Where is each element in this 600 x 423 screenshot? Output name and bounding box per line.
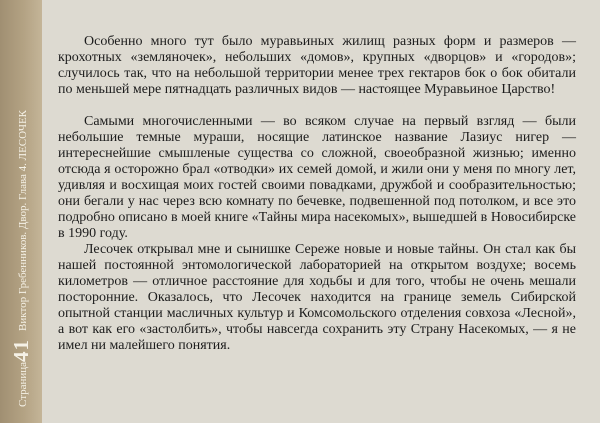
paragraph-1: Особенно много тут было муравьиных жилищ разных форм и размеров — крохотных «земляночек», небольших «домов», крупных «дворцов» и «городов»; случилось так, что на небольшой территории менее трех гектаров бок о бок обитали по меньшей мере пятнадцать различных видов — настоящее Муравьиное Царство! (58, 34, 576, 97)
side-running-header (7, 17, 35, 407)
page-side-band (0, 0, 42, 423)
page-text (58, 34, 576, 354)
page-number: 41 (9, 338, 33, 362)
paragraph-2: Самыми многочисленными — во всяком случае на первый взгляд — были небольшие темные мураши, носящие латинское название Лазиус нигер — интереснейшие смышленые существа со сложной, своеобразной жизнью; именно отсюда я осторожно брал «отводки» их семей домой, и жили они у меня по многу лет, удивляя и восхищая моих гостей своими повадками, дружбой и сообразительностью; они бегали у нас через всю комнату по бечевке, подвешенной под потолком, и все это подробно описано в моей книге «Тайны мира насекомых», вышедшей в Новосибирске в 1990 году. (58, 114, 576, 241)
running-title: Виктор Гребенников. Двор. Глава 4. ЛЕСОЧЕК (17, 109, 29, 331)
page-label: Страница (17, 361, 29, 407)
paragraph-3: Лесочек открывал мне и сынишке Сереже новые и новые тайны. Он стал как бы нашей постоянной энтомологической лабораторией на открытом воздухе; восемь километров — отличное расстояние для ходьбы и для того, чтобы не очень мешали посторонние. Оказалось, что Лесочек находится на границе земель Сибирской опытной станции масличных культур и Комсомольского отделения совхоза «Лесной», а вот как его «застолбить», чтобы навсегда сохранить эту Страну Насекомых, — я не имел ни малейшего понятия. (58, 242, 576, 353)
